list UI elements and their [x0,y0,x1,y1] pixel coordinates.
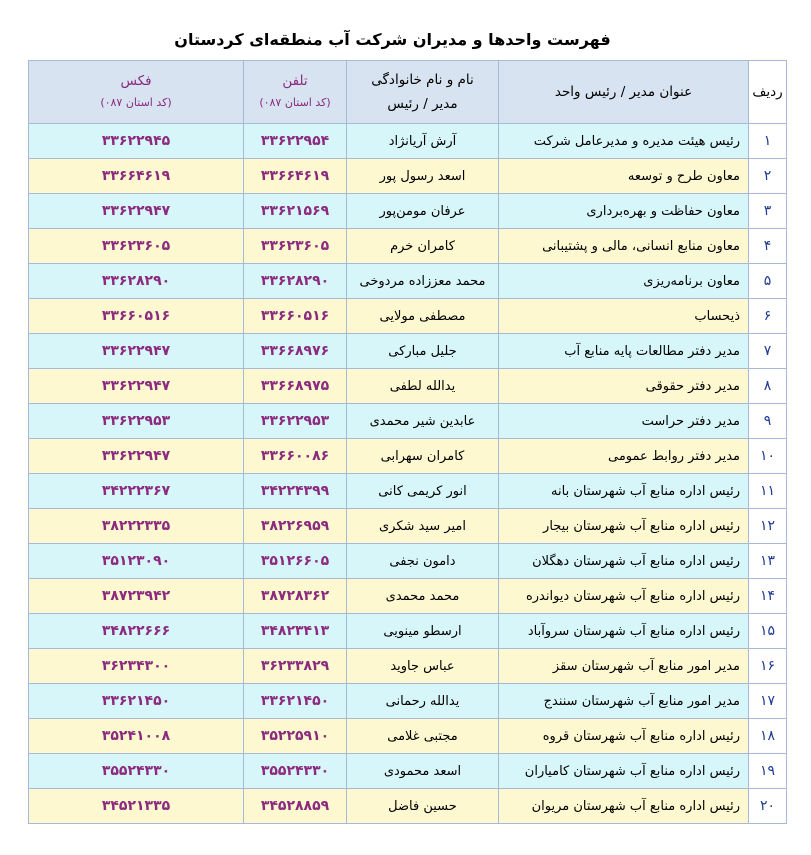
table-row [29,544,787,579]
table-header-row [29,61,787,124]
row-number: ۱۷ [749,684,787,719]
fax-number: ۳۳۶۲۲۹۵۳ [29,404,244,439]
unit-title: رئیس اداره منابع آب شهرستان سروآباد [499,614,749,649]
manager-name: اسعد رسول پور [347,159,499,194]
row-number: ۷ [749,334,787,369]
header-phone-area-code: (کد استان ۰۸۷) [259,96,331,109]
table-row [29,334,787,369]
table-body [29,124,787,824]
table-row [29,124,787,159]
manager-name: اسعد محمودی [347,754,499,789]
fax-number: ۳۴۲۲۲۳۶۷ [29,474,244,509]
fax-number: ۳۳۶۲۲۹۴۷ [29,334,244,369]
unit-title: مدیر دفتر حقوقی [499,369,749,404]
table-row [29,754,787,789]
row-number: ۱۲ [749,509,787,544]
manager-name: عرفان مومن‌پور [347,194,499,229]
unit-title: رئیس اداره منابع آب شهرستان مریوان [499,789,749,824]
header-row-number: ردیف [749,61,787,124]
fax-number: ۳۳۶۶۴۶۱۹ [29,159,244,194]
manager-name: دامون نجفی [347,544,499,579]
header-unit-title: عنوان مدیر / رئیس واحد [499,61,749,124]
unit-title: ذیحساب [499,299,749,334]
unit-title: رئیس اداره منابع آب شهرستان بیجار [499,509,749,544]
header-phone-label: تلفن [282,73,308,89]
table-row [29,509,787,544]
fax-number: ۳۴۸۲۲۶۶۶ [29,614,244,649]
phone-number: ۳۴۸۲۳۴۱۳ [244,614,347,649]
phone-number: ۳۴۵۲۸۸۵۹ [244,789,347,824]
fax-number: ۳۳۶۲۲۹۴۵ [29,124,244,159]
header-fax [29,61,244,124]
table-row [29,404,787,439]
manager-name: عابدین شیر محمدی [347,404,499,439]
table-row [29,614,787,649]
fax-number: ۳۳۶۶۰۵۱۶ [29,299,244,334]
unit-title: رئیس اداره منابع آب شهرستان دیواندره [499,579,749,614]
manager-name: ارسطو مینویی [347,614,499,649]
header-fax-area-code: (کد استان ۰۸۷) [100,96,172,109]
row-number: ۱۴ [749,579,787,614]
fax-number: ۳۳۶۲۳۶۰۵ [29,229,244,264]
phone-number: ۳۳۶۲۲۹۵۴ [244,124,347,159]
unit-title: مدیر دفتر حراست [499,404,749,439]
table-row [29,439,787,474]
phone-number: ۳۳۶۶۰۰۸۶ [244,439,347,474]
table-row [29,789,787,824]
fax-number: ۳۳۶۲۲۹۴۷ [29,194,244,229]
manager-name: جلیل مبارکی [347,334,499,369]
units-table [28,60,787,824]
row-number: ۲۰ [749,789,787,824]
phone-number: ۳۳۶۲۸۲۹۰ [244,264,347,299]
row-number: ۱۶ [749,649,787,684]
row-number: ۶ [749,299,787,334]
table-row [29,474,787,509]
header-fax-label: فکس [120,73,152,89]
row-number: ۱۱ [749,474,787,509]
unit-title: معاون برنامه‌ریزی [499,264,749,299]
table-row [29,159,787,194]
phone-number: ۳۳۶۲۲۹۵۳ [244,404,347,439]
row-number: ۱۹ [749,754,787,789]
header-manager-line1: نام و نام خانوادگی [371,72,474,88]
unit-title: معاون منابع انسانی، مالی و پشتیبانی [499,229,749,264]
phone-number: ۳۳۶۶۸۹۷۵ [244,369,347,404]
manager-name: کامران خرم [347,229,499,264]
header-phone [244,61,347,124]
phone-number: ۳۳۶۶۰۵۱۶ [244,299,347,334]
manager-name: مجتبی غلامی [347,719,499,754]
fax-number: ۳۵۵۲۴۳۳۰ [29,754,244,789]
row-number: ۱ [749,124,787,159]
fax-number: ۳۸۷۲۳۹۴۲ [29,579,244,614]
manager-name: کامران سهرابی [347,439,499,474]
manager-name: انور کریمی کانی [347,474,499,509]
phone-number: ۳۳۶۶۸۹۷۶ [244,334,347,369]
fax-number: ۳۴۵۲۱۳۳۵ [29,789,244,824]
row-number: ۱۸ [749,719,787,754]
page-title: فهرست واحدها و مدیران شرکت آب منطقه‌ای کردستان [174,30,611,49]
manager-name: محمد محمدی [347,579,499,614]
phone-number: ۳۵۲۲۵۹۱۰ [244,719,347,754]
unit-title: معاون طرح و توسعه [499,159,749,194]
phone-number: ۳۳۶۲۱۴۵۰ [244,684,347,719]
unit-title: مدیر امور منابع آب شهرستان سقز [499,649,749,684]
unit-title: مدیر دفتر مطالعات پایه منابع آب [499,334,749,369]
table-row [29,369,787,404]
row-number: ۱۳ [749,544,787,579]
row-number: ۲ [749,159,787,194]
table-row [29,194,787,229]
row-number: ۵ [749,264,787,299]
manager-name: عباس جاوید [347,649,499,684]
manager-name: یدالله رحمانی [347,684,499,719]
header-manager-name [347,61,499,124]
row-number: ۹ [749,404,787,439]
fax-number: ۳۸۲۲۲۳۳۵ [29,509,244,544]
fax-number: ۳۵۱۲۳۰۹۰ [29,544,244,579]
phone-number: ۳۳۶۲۱۵۶۹ [244,194,347,229]
unit-title: رئیس اداره منابع آب شهرستان دهگلان [499,544,749,579]
fax-number: ۳۳۶۲۱۴۵۰ [29,684,244,719]
fax-number: ۳۳۶۲۲۹۴۷ [29,369,244,404]
unit-title: مدیر امور منابع آب شهرستان سنندج [499,684,749,719]
table-row [29,229,787,264]
manager-name: مصطفی مولایی [347,299,499,334]
manager-name: حسین فاضل [347,789,499,824]
phone-number: ۳۳۶۲۳۶۰۵ [244,229,347,264]
header-manager-line2: مدیر / رئیس [387,96,458,112]
table-row [29,719,787,754]
table-row [29,579,787,614]
table-row [29,299,787,334]
manager-name: امیر سید شکری [347,509,499,544]
phone-number: ۳۵۵۲۴۳۳۰ [244,754,347,789]
phone-number: ۳۶۲۳۳۸۲۹ [244,649,347,684]
table-row [29,684,787,719]
fax-number: ۳۳۶۲۸۲۹۰ [29,264,244,299]
fax-number: ۳۵۲۴۱۰۰۸ [29,719,244,754]
fax-number: ۳۶۲۳۴۳۰۰ [29,649,244,684]
unit-title: معاون حفاظت و بهره‌برداری [499,194,749,229]
phone-number: ۳۸۷۲۸۳۶۲ [244,579,347,614]
manager-name: محمد معززاده مردوخی [347,264,499,299]
row-number: ۳ [749,194,787,229]
row-number: ۸ [749,369,787,404]
manager-name: آرش آریانژاد [347,124,499,159]
phone-number: ۳۸۲۲۶۹۵۹ [244,509,347,544]
unit-title: رئیس اداره منابع آب شهرستان قروه [499,719,749,754]
table-row [29,649,787,684]
row-number: ۱۰ [749,439,787,474]
manager-name: یدالله لطفی [347,369,499,404]
phone-number: ۳۴۲۲۴۳۹۹ [244,474,347,509]
unit-title: رئیس هیئت مدیره و مدیرعامل شرکت [499,124,749,159]
table-row [29,264,787,299]
unit-title: رئیس اداره منابع آب شهرستان کامیاران [499,754,749,789]
row-number: ۱۵ [749,614,787,649]
unit-title: مدیر دفتر روابط عمومی [499,439,749,474]
row-number: ۴ [749,229,787,264]
unit-title: رئیس اداره منابع آب شهرستان بانه [499,474,749,509]
phone-number: ۳۵۱۲۶۶۰۵ [244,544,347,579]
fax-number: ۳۳۶۲۲۹۴۷ [29,439,244,474]
phone-number: ۳۳۶۶۴۶۱۹ [244,159,347,194]
